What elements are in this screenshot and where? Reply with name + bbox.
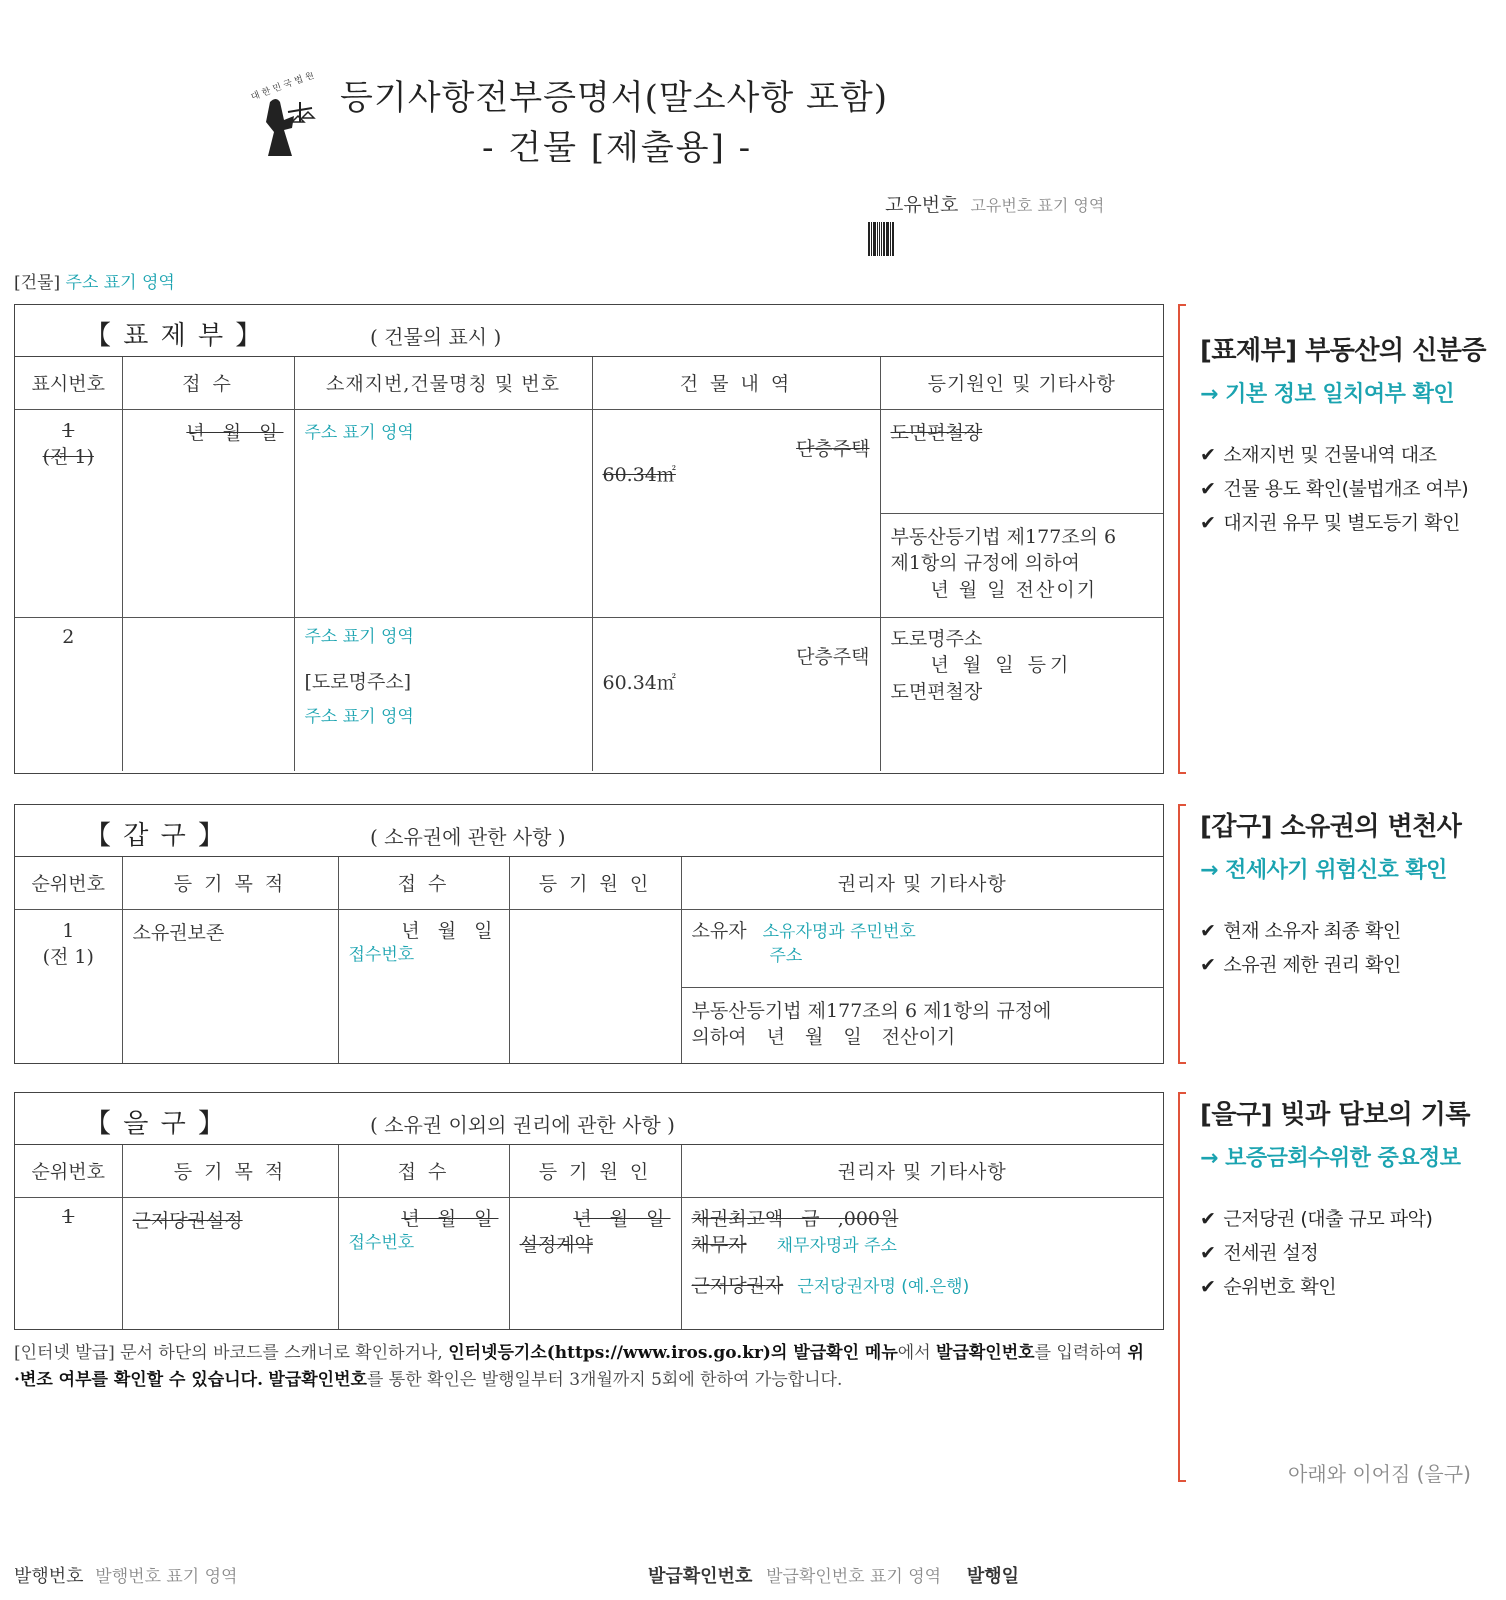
display-no-prev: (전 1) [42,446,94,469]
check-icon: ✔ [1200,1276,1216,1298]
notice-text: [인터넷 발급] 문서 하단의 바코드를 스캐너로 확인하거나, [14,1343,449,1363]
mortgagee-value: 근저당권자명 (예.은행) [797,1276,970,1297]
annotation-item-text: 건물 용도 확인(불법개조 여부) [1223,478,1469,500]
col-header: 소재지번,건물명칭 및 번호 [294,357,592,409]
eulgu-table [15,1145,1163,1329]
building-area: 60.34㎡ [602,672,676,695]
rank-no-prev: (전 1) [42,946,94,969]
table-row [15,909,1163,1063]
confirm-number-label: 발급확인번호 [648,1566,753,1587]
check-icon: ✔ [1200,920,1216,942]
table-row [15,409,1163,617]
annotation-bracket [1178,304,1188,774]
col-header: 권리자 및 기타사항 [681,857,1163,909]
eulgu-subtitle: ( 소유권 이외의 권리에 관한 사항 ) [370,1113,675,1137]
col-header: 순위번호 [15,1145,122,1197]
annotation-item [1200,914,1500,948]
cause-road-date: 년 월 일 등기 [930,654,1073,677]
owner-address: 주소 [769,945,803,966]
annotation-gapgu [1200,806,1500,982]
col-header: 권리자 및 기타사항 [681,1145,1163,1197]
debtor-value: 채무자명과 주소 [776,1236,897,1257]
check-icon: ✔ [1200,478,1216,500]
building-details-cell [592,409,880,617]
cause-empty [509,909,681,1063]
issue-number [14,1562,237,1588]
annotation-title: [갑구] 소유권의 변천사 [1200,812,1462,842]
receipt-number: 접수번호 [348,1233,415,1254]
rank-no: 1 [15,1197,122,1329]
annotation-item [1200,506,1500,540]
cause-law-3: 년 월 일 전산이기 [930,578,1098,601]
building-type: 단층주택 [796,645,870,668]
annotation-item [1200,472,1500,506]
building-type: 단층주택 [796,437,870,460]
pyojebu-subtitle: ( 건물의 표시 ) [370,325,502,349]
check-icon: ✔ [1200,512,1216,534]
annotation-eulgu [1200,1094,1500,1304]
gapgu-table [15,857,1163,1063]
purpose: 소유권보존 [122,909,338,1063]
notice-text: 를 통한 확인은 발행일부터 3개월까지 5회에 한하여 가능합니다. [366,1370,843,1390]
annotation-list [1200,438,1500,540]
confirm-number [648,1562,1019,1588]
notice-text: 발급확인번호 [936,1343,1035,1363]
svg-text:대 한 민 국 법 원: 대 한 민 국 법 원 [249,72,316,103]
receipt-date: 년 월 일 [401,1207,499,1230]
col-header: 표시번호 [15,357,122,409]
annotation-title: [표제부] 부동산의 신분증 [1200,336,1487,366]
cause-cell [880,409,1163,617]
annotation-item-text: 현재 소유자 최종 확인 [1223,920,1401,942]
issue-number-value: 발행번호 표기 영역 [95,1567,238,1587]
table-header-row [15,857,1163,909]
cause-drawing: 도면편철장 [890,680,983,703]
eulgu-title: 【 을 구 】 [85,1109,227,1139]
unique-number-value: 고유번호 표기 영역 [970,196,1105,215]
confirm-number-value: 발급확인번호 표기 영역 [766,1567,942,1587]
col-header: 등 기 원 인 [509,1145,681,1197]
receipt-cell [338,909,509,1063]
gapgu-subtitle: ( 소유권에 관한 사항 ) [370,825,566,849]
cause-road: 도로명주소 [890,627,983,650]
col-header: 접 수 [338,857,509,909]
receipt-number: 접수번호 [348,945,415,966]
col-header: 건 물 내 역 [592,357,880,409]
debtor-label: 채무자 [691,1234,747,1257]
col-header: 순위번호 [15,857,122,909]
annotation-bracket [1178,804,1188,1064]
cause: 설정계약 [519,1234,593,1257]
barcode-icon [868,222,894,256]
annotation-item [1200,1270,1500,1304]
purpose: 근저당권설정 [122,1197,338,1329]
notice-text: 를 입력하여 [1034,1343,1128,1363]
pyojebu-title: 【 표 제 부 】 [85,321,264,351]
col-header: 등 기 목 적 [122,1145,338,1197]
receipt-date: 년 월 일 [401,919,499,942]
rank-no-cell [15,909,122,1063]
annotation-subtitle: → 전세사기 위험신호 확인 [1200,858,1447,883]
col-header: 등 기 목 적 [122,857,338,909]
annotation-item-text: 소유권 제한 권리 확인 [1223,954,1401,976]
building-address-line [14,268,175,293]
col-header: 등 기 원 인 [509,857,681,909]
col-header: 접 수 [338,1145,509,1197]
annotation-list [1200,914,1500,982]
building-details-cell [592,617,880,771]
table-row [15,617,1163,771]
receipt-date: 년 월 일 [122,409,294,617]
building-label: [건물] [14,273,61,293]
issue-date-label: 발행일 [966,1566,1019,1587]
annotation-bracket [1178,1092,1188,1482]
cause-law-2: 제1항의 규정에 의하여 [890,552,1080,575]
building-area: 60.34㎡ [602,464,676,487]
owner-label: 소유자 [691,919,747,942]
display-no: 2 [15,617,122,771]
eulgu-header [15,1093,1163,1145]
notice-text: 발급확인번호 [268,1370,367,1390]
table-row [15,1197,1163,1329]
receipt-cell [338,1197,509,1329]
check-icon: ✔ [1200,954,1216,976]
annotation-item-text: 근저당권 (대출 규모 파악) [1223,1208,1433,1230]
cause-date: 년 월 일 [573,1207,671,1230]
notice-text: 에서 [897,1343,937,1363]
location-address: 주소 표기 영역 [294,409,592,617]
annotation-item-text: 대지권 유무 및 별도등기 확인 [1223,512,1460,534]
eulgu-section [14,1092,1164,1330]
annotation-item [1200,948,1500,982]
pyojebu-header [15,305,1163,357]
cause-cell [880,617,1163,771]
pyojebu-section [14,304,1164,774]
notice-text: 인터넷등기소(https://www.iros.go.kr)의 발급확인 메뉴 [448,1343,898,1363]
debtor-line [692,1232,1154,1259]
display-no: 1 [62,419,75,442]
court-seal-logo [240,72,332,164]
check-icon: ✔ [1200,1208,1216,1230]
location-cell [294,617,592,771]
annotation-list [1200,1202,1500,1304]
unique-number [885,190,1104,217]
check-icon: ✔ [1200,444,1216,466]
annotation-item-text: 소재지번 및 건물내역 대조 [1223,444,1437,466]
location-address: 주소 표기 영역 [304,626,414,647]
pyojebu-table [15,357,1163,771]
receipt-date-empty [122,617,294,771]
continued-note: 아래와 이어짐 (을구) [1288,1462,1471,1486]
mortgagee-line [692,1273,1154,1300]
max-claim-amount: 채권최고액 금 ,000원 [691,1207,899,1230]
document-title: 등기사항전부증명서(말소사항 포함) [340,78,888,118]
building-address: 주소 표기 영역 [65,273,175,293]
road-address-label: [도로명주소] [304,671,412,694]
annotation-item [1200,1202,1500,1236]
annotation-item [1200,438,1500,472]
table-header-row [15,1145,1163,1197]
notice-text: 위·변조 여부를 확인할 수 있습니다. [14,1343,1144,1390]
annotation-item-text: 순위번호 확인 [1223,1276,1337,1298]
col-header: 등기원인 및 기타사항 [880,357,1163,409]
road-address: 주소 표기 영역 [304,706,414,727]
rights-cell [681,1197,1163,1329]
annotation-subtitle: → 기본 정보 일치여부 확인 [1200,382,1455,407]
annotation-item [1200,1236,1500,1270]
owner-value: 소유자명과 주민번호 [762,921,916,942]
cause-drawing: 도면편철장 [890,421,983,444]
gapgu-section [14,804,1164,1064]
verification-notice [14,1340,1144,1394]
display-no-cell [15,409,122,617]
mortgagee-label: 근저당권자 [691,1274,784,1297]
col-header: 접 수 [122,357,294,409]
gapgu-title: 【 갑 구 】 [85,821,227,851]
annotation-pyojebu [1200,330,1500,540]
check-icon: ✔ [1200,1242,1216,1264]
transfer-note-2: 의하여 년 월 일 전산이기 [691,1026,956,1049]
issue-number-label: 발행번호 [14,1566,84,1587]
cause-law: 부동산등기법 제177조의 6 [890,525,1117,548]
rank-no: 1 [62,919,75,942]
transfer-note: 부동산등기법 제177조의 6 제1항의 규정에 [691,999,1052,1022]
cause-cell [509,1197,681,1329]
rights-cell [681,909,1163,1063]
gapgu-header [15,805,1163,857]
annotation-subtitle: → 보증금회수위한 중요정보 [1200,1146,1461,1171]
table-header-row [15,357,1163,409]
document-subtitle: - 건물 [제출용] - [482,128,753,168]
unique-number-label: 고유번호 [885,194,959,216]
annotation-title: [을구] 빚과 담보의 기록 [1200,1100,1470,1130]
annotation-item-text: 전세권 설정 [1223,1242,1319,1264]
